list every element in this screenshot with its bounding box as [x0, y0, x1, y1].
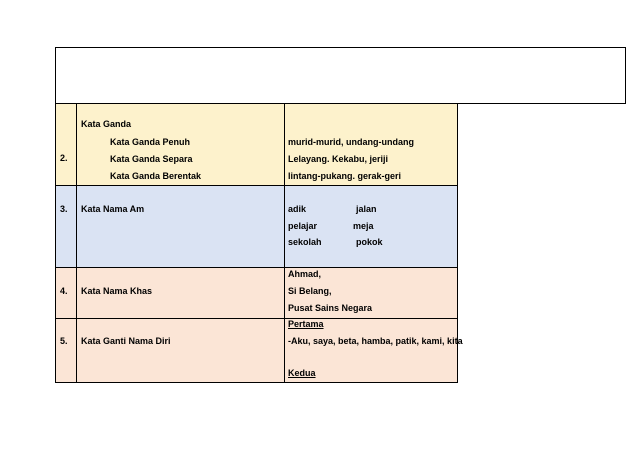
term-cell [76, 268, 285, 318]
example-text: jalan [356, 204, 377, 214]
example-text: meja [353, 221, 374, 231]
number-cell [56, 319, 77, 382]
table-row [55, 186, 458, 268]
example-text: adik [288, 204, 307, 214]
number-cell [56, 186, 77, 267]
term-item: Kata Ganda Berentak [110, 171, 202, 181]
term-cell [76, 186, 285, 267]
term-item: Kata Ganda Penuh [110, 137, 191, 147]
term-label: Kata Nama Am [81, 204, 145, 214]
table-row [55, 268, 458, 319]
row-number: 3. [60, 204, 68, 214]
example-cell [284, 319, 463, 382]
example-text: sekolah [288, 237, 322, 247]
example-text: Lelayang. Kekabu, jeriji [288, 154, 389, 164]
header-empty-cell [55, 47, 626, 104]
row-number: 5. [60, 336, 68, 346]
example-text: lintang-pukang. gerak-geri [288, 171, 402, 181]
subheading-pertama: Pertama [288, 319, 324, 329]
term-item: Kata Ganda Separa [110, 154, 193, 164]
example-text: Ahmad, [288, 269, 322, 279]
number-cell [56, 104, 77, 185]
example-text: Si Belang, [288, 286, 332, 296]
example-cell [284, 186, 457, 267]
example-text: murid-murid, undang-undang [288, 137, 414, 147]
row-number: 2. [60, 153, 68, 163]
table-row [55, 319, 463, 383]
example-text: -Aku, saya, beta, hamba, patik, kami, kita [288, 336, 463, 346]
term-heading: Kata Ganda [81, 119, 132, 129]
subheading-kedua: Kedua [288, 368, 316, 378]
term-cell [76, 104, 285, 185]
example-text: pelajar [288, 221, 318, 231]
example-cell [284, 268, 457, 318]
term-label: Kata Nama Khas [81, 286, 153, 296]
example-text: Pusat Sains Negara [288, 303, 373, 313]
number-cell [56, 268, 77, 318]
row-number: 4. [60, 286, 68, 296]
example-text: pokok [356, 237, 383, 247]
table-row [55, 104, 458, 186]
example-cell [284, 104, 457, 185]
term-cell [76, 319, 285, 382]
term-label: Kata Ganti Nama Diri [81, 336, 171, 346]
